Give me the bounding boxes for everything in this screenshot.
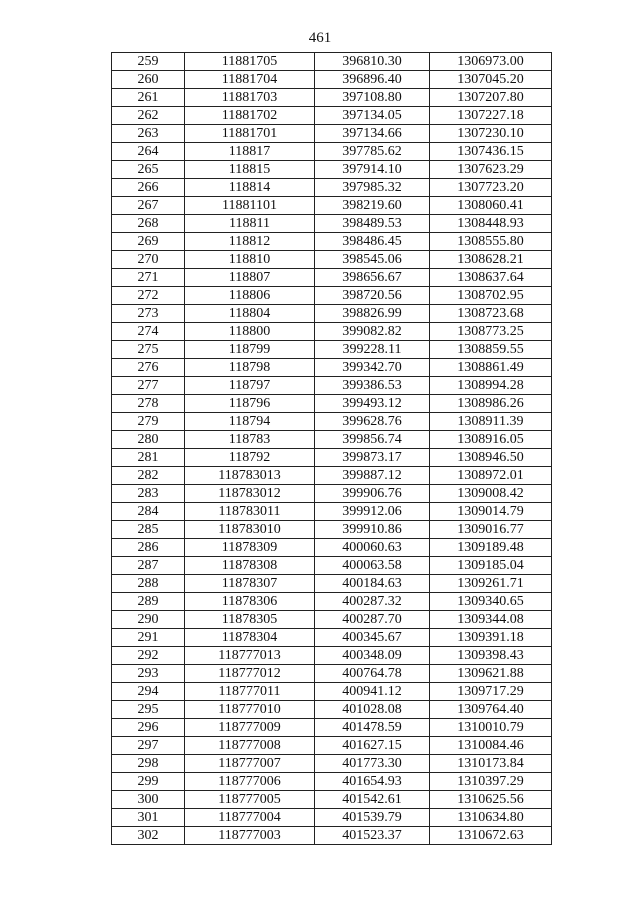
table-row: [112, 503, 552, 521]
x-coordinate-cell: 400287.70: [315, 611, 430, 629]
x-coordinate-cell: 400345.67: [315, 629, 430, 647]
point-id-cell: 118783: [185, 431, 315, 449]
point-id-cell: 118783013: [185, 467, 315, 485]
y-coordinate-cell: 1308060.41: [430, 197, 552, 215]
row-number-cell: 293: [112, 665, 185, 683]
row-number-cell: 278: [112, 395, 185, 413]
point-id-cell: 118811: [185, 215, 315, 233]
x-coordinate-cell: 401523.37: [315, 827, 430, 845]
y-coordinate-cell: 1309717.29: [430, 683, 552, 701]
x-coordinate-cell: 399342.70: [315, 359, 430, 377]
y-coordinate-cell: 1309398.43: [430, 647, 552, 665]
point-id-cell: 118777011: [185, 683, 315, 701]
table-row: [112, 71, 552, 89]
x-coordinate-cell: 400060.63: [315, 539, 430, 557]
row-number-cell: 302: [112, 827, 185, 845]
row-number-cell: 276: [112, 359, 185, 377]
row-number-cell: 275: [112, 341, 185, 359]
y-coordinate-cell: 1309189.48: [430, 539, 552, 557]
point-id-cell: 118794: [185, 413, 315, 431]
point-id-cell: 11878308: [185, 557, 315, 575]
point-id-cell: 118783012: [185, 485, 315, 503]
table-row: [112, 665, 552, 683]
row-number-cell: 264: [112, 143, 185, 161]
table-row: [112, 359, 552, 377]
row-number-cell: 270: [112, 251, 185, 269]
row-number-cell: 272: [112, 287, 185, 305]
y-coordinate-cell: 1309261.71: [430, 575, 552, 593]
y-coordinate-cell: 1310634.80: [430, 809, 552, 827]
x-coordinate-cell: 401542.61: [315, 791, 430, 809]
x-coordinate-cell: 397108.80: [315, 89, 430, 107]
row-number-cell: 285: [112, 521, 185, 539]
y-coordinate-cell: 1309008.42: [430, 485, 552, 503]
point-id-cell: 11878304: [185, 629, 315, 647]
row-number-cell: 265: [112, 161, 185, 179]
row-number-cell: 284: [112, 503, 185, 521]
row-number-cell: 280: [112, 431, 185, 449]
point-id-cell: 118777013: [185, 647, 315, 665]
x-coordinate-cell: 397785.62: [315, 143, 430, 161]
table-row: [112, 233, 552, 251]
point-id-cell: 11881704: [185, 71, 315, 89]
row-number-cell: 287: [112, 557, 185, 575]
y-coordinate-cell: 1310397.29: [430, 773, 552, 791]
table-row: [112, 341, 552, 359]
point-id-cell: 118783010: [185, 521, 315, 539]
y-coordinate-cell: 1308916.05: [430, 431, 552, 449]
table-row: [112, 467, 552, 485]
y-coordinate-cell: 1309764.40: [430, 701, 552, 719]
y-coordinate-cell: 1309344.08: [430, 611, 552, 629]
y-coordinate-cell: 1308555.80: [430, 233, 552, 251]
point-id-cell: 11878306: [185, 593, 315, 611]
table-row: [112, 593, 552, 611]
table-row: [112, 791, 552, 809]
point-id-cell: 118777008: [185, 737, 315, 755]
y-coordinate-cell: 1310010.79: [430, 719, 552, 737]
point-id-cell: 118777012: [185, 665, 315, 683]
table-row: [112, 629, 552, 647]
table-row: [112, 143, 552, 161]
y-coordinate-cell: 1307230.10: [430, 125, 552, 143]
row-number-cell: 300: [112, 791, 185, 809]
table-row: [112, 647, 552, 665]
y-coordinate-cell: 1308723.68: [430, 305, 552, 323]
y-coordinate-cell: 1308994.28: [430, 377, 552, 395]
table-row: [112, 305, 552, 323]
point-id-cell: 11881705: [185, 53, 315, 71]
row-number-cell: 277: [112, 377, 185, 395]
y-coordinate-cell: 1310625.56: [430, 791, 552, 809]
row-number-cell: 295: [112, 701, 185, 719]
table-row: [112, 557, 552, 575]
table-row: [112, 107, 552, 125]
table-row: [112, 611, 552, 629]
table-row: [112, 773, 552, 791]
table-row: [112, 701, 552, 719]
point-id-cell: 118792: [185, 449, 315, 467]
table-row: [112, 89, 552, 107]
table-row: [112, 431, 552, 449]
table-row: [112, 215, 552, 233]
x-coordinate-cell: 398219.60: [315, 197, 430, 215]
row-number-cell: 281: [112, 449, 185, 467]
x-coordinate-cell: 396896.40: [315, 71, 430, 89]
y-coordinate-cell: 1308946.50: [430, 449, 552, 467]
point-id-cell: 118810: [185, 251, 315, 269]
point-id-cell: 11881703: [185, 89, 315, 107]
row-number-cell: 271: [112, 269, 185, 287]
table-row: [112, 539, 552, 557]
x-coordinate-cell: 398486.45: [315, 233, 430, 251]
point-id-cell: 118817: [185, 143, 315, 161]
table-row: [112, 575, 552, 593]
x-coordinate-cell: 399906.76: [315, 485, 430, 503]
y-coordinate-cell: 1309016.77: [430, 521, 552, 539]
row-number-cell: 292: [112, 647, 185, 665]
x-coordinate-cell: 399856.74: [315, 431, 430, 449]
table-row: [112, 269, 552, 287]
y-coordinate-cell: 1307045.20: [430, 71, 552, 89]
row-number-cell: 269: [112, 233, 185, 251]
x-coordinate-cell: 398489.53: [315, 215, 430, 233]
point-id-cell: 118797: [185, 377, 315, 395]
y-coordinate-cell: 1309621.88: [430, 665, 552, 683]
y-coordinate-cell: 1307623.29: [430, 161, 552, 179]
x-coordinate-cell: 401028.08: [315, 701, 430, 719]
x-coordinate-cell: 399628.76: [315, 413, 430, 431]
y-coordinate-cell: 1307436.15: [430, 143, 552, 161]
x-coordinate-cell: 400941.12: [315, 683, 430, 701]
point-id-cell: 11878307: [185, 575, 315, 593]
row-number-cell: 273: [112, 305, 185, 323]
row-number-cell: 259: [112, 53, 185, 71]
point-id-cell: 118804: [185, 305, 315, 323]
x-coordinate-cell: 400287.32: [315, 593, 430, 611]
y-coordinate-cell: 1308972.01: [430, 467, 552, 485]
point-id-cell: 118777003: [185, 827, 315, 845]
point-id-cell: 118799: [185, 341, 315, 359]
table-row: [112, 395, 552, 413]
coordinates-table: [111, 52, 552, 845]
y-coordinate-cell: 1309391.18: [430, 629, 552, 647]
table-row: [112, 377, 552, 395]
y-coordinate-cell: 1308911.39: [430, 413, 552, 431]
point-id-cell: 118815: [185, 161, 315, 179]
y-coordinate-cell: 1309185.04: [430, 557, 552, 575]
x-coordinate-cell: 401773.30: [315, 755, 430, 773]
point-id-cell: 118812: [185, 233, 315, 251]
x-coordinate-cell: 400348.09: [315, 647, 430, 665]
table-row: [112, 323, 552, 341]
table-row: [112, 809, 552, 827]
x-coordinate-cell: 399228.11: [315, 341, 430, 359]
row-number-cell: 297: [112, 737, 185, 755]
row-number-cell: 283: [112, 485, 185, 503]
x-coordinate-cell: 400764.78: [315, 665, 430, 683]
row-number-cell: 267: [112, 197, 185, 215]
point-id-cell: 118777005: [185, 791, 315, 809]
table-row: [112, 755, 552, 773]
row-number-cell: 294: [112, 683, 185, 701]
table-row: [112, 449, 552, 467]
row-number-cell: 282: [112, 467, 185, 485]
table-row: [112, 413, 552, 431]
table-body: [112, 53, 552, 845]
x-coordinate-cell: 400063.58: [315, 557, 430, 575]
y-coordinate-cell: 1308861.49: [430, 359, 552, 377]
y-coordinate-cell: 1308986.26: [430, 395, 552, 413]
point-id-cell: 118800: [185, 323, 315, 341]
point-id-cell: 118777006: [185, 773, 315, 791]
row-number-cell: 298: [112, 755, 185, 773]
table-row: [112, 683, 552, 701]
y-coordinate-cell: 1308773.25: [430, 323, 552, 341]
row-number-cell: 266: [112, 179, 185, 197]
row-number-cell: 279: [112, 413, 185, 431]
table-row: [112, 485, 552, 503]
y-coordinate-cell: 1310084.46: [430, 737, 552, 755]
x-coordinate-cell: 396810.30: [315, 53, 430, 71]
x-coordinate-cell: 399386.53: [315, 377, 430, 395]
table-row: [112, 53, 552, 71]
y-coordinate-cell: 1310173.84: [430, 755, 552, 773]
table-row: [112, 521, 552, 539]
y-coordinate-cell: 1308637.64: [430, 269, 552, 287]
x-coordinate-cell: 399082.82: [315, 323, 430, 341]
point-id-cell: 118777004: [185, 809, 315, 827]
point-id-cell: 118796: [185, 395, 315, 413]
x-coordinate-cell: 399910.86: [315, 521, 430, 539]
row-number-cell: 261: [112, 89, 185, 107]
point-id-cell: 118777010: [185, 701, 315, 719]
x-coordinate-cell: 401654.93: [315, 773, 430, 791]
row-number-cell: 299: [112, 773, 185, 791]
y-coordinate-cell: 1306973.00: [430, 53, 552, 71]
x-coordinate-cell: 397985.32: [315, 179, 430, 197]
x-coordinate-cell: 398720.56: [315, 287, 430, 305]
x-coordinate-cell: 398826.99: [315, 305, 430, 323]
point-id-cell: 11881101: [185, 197, 315, 215]
row-number-cell: 274: [112, 323, 185, 341]
x-coordinate-cell: 398656.67: [315, 269, 430, 287]
point-id-cell: 11881702: [185, 107, 315, 125]
y-coordinate-cell: 1309014.79: [430, 503, 552, 521]
table-row: [112, 719, 552, 737]
row-number-cell: 288: [112, 575, 185, 593]
table-row: [112, 287, 552, 305]
y-coordinate-cell: 1307207.80: [430, 89, 552, 107]
y-coordinate-cell: 1307227.18: [430, 107, 552, 125]
y-coordinate-cell: 1308859.55: [430, 341, 552, 359]
y-coordinate-cell: 1309340.65: [430, 593, 552, 611]
y-coordinate-cell: 1308702.95: [430, 287, 552, 305]
x-coordinate-cell: 401539.79: [315, 809, 430, 827]
row-number-cell: 263: [112, 125, 185, 143]
x-coordinate-cell: 397134.66: [315, 125, 430, 143]
table-row: [112, 737, 552, 755]
x-coordinate-cell: 399873.17: [315, 449, 430, 467]
x-coordinate-cell: 401627.15: [315, 737, 430, 755]
table-row: [112, 179, 552, 197]
point-id-cell: 11881701: [185, 125, 315, 143]
table-row: [112, 197, 552, 215]
point-id-cell: 118798: [185, 359, 315, 377]
x-coordinate-cell: 400184.63: [315, 575, 430, 593]
row-number-cell: 296: [112, 719, 185, 737]
point-id-cell: 11878305: [185, 611, 315, 629]
point-id-cell: 118777009: [185, 719, 315, 737]
y-coordinate-cell: 1310672.63: [430, 827, 552, 845]
point-id-cell: 118783011: [185, 503, 315, 521]
x-coordinate-cell: 399887.12: [315, 467, 430, 485]
row-number-cell: 301: [112, 809, 185, 827]
page-number: 461: [308, 30, 332, 46]
row-number-cell: 262: [112, 107, 185, 125]
y-coordinate-cell: 1308628.21: [430, 251, 552, 269]
x-coordinate-cell: 399493.12: [315, 395, 430, 413]
point-id-cell: 11878309: [185, 539, 315, 557]
row-number-cell: 286: [112, 539, 185, 557]
table-row: [112, 125, 552, 143]
point-id-cell: 118814: [185, 179, 315, 197]
table-row: [112, 827, 552, 845]
table-row: [112, 251, 552, 269]
row-number-cell: 268: [112, 215, 185, 233]
y-coordinate-cell: 1307723.20: [430, 179, 552, 197]
row-number-cell: 291: [112, 629, 185, 647]
x-coordinate-cell: 398545.06: [315, 251, 430, 269]
row-number-cell: 290: [112, 611, 185, 629]
table-row: [112, 161, 552, 179]
point-id-cell: 118807: [185, 269, 315, 287]
y-coordinate-cell: 1308448.93: [430, 215, 552, 233]
x-coordinate-cell: 397914.10: [315, 161, 430, 179]
point-id-cell: 118777007: [185, 755, 315, 773]
row-number-cell: 260: [112, 71, 185, 89]
x-coordinate-cell: 399912.06: [315, 503, 430, 521]
row-number-cell: 289: [112, 593, 185, 611]
x-coordinate-cell: 401478.59: [315, 719, 430, 737]
x-coordinate-cell: 397134.05: [315, 107, 430, 125]
point-id-cell: 118806: [185, 287, 315, 305]
